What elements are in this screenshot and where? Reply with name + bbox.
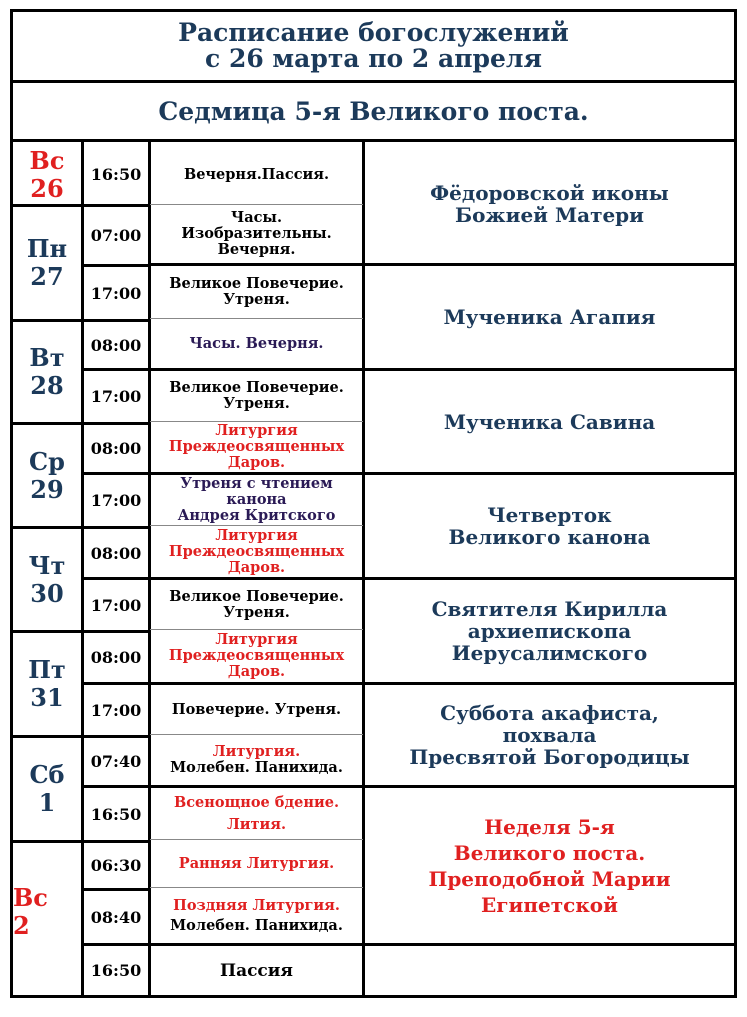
day-cell	[13, 633, 81, 735]
feast-line: Преподобной Марии	[428, 866, 671, 891]
day-abbr: Вт	[29, 343, 65, 372]
day-number: 1	[38, 788, 56, 817]
service-line: Изобразительны.	[181, 225, 332, 242]
service-time: 08:00	[90, 543, 142, 563]
feast-cell	[365, 685, 734, 785]
day-number: 29	[30, 474, 64, 504]
service-desc	[151, 205, 362, 263]
service-desc	[151, 946, 362, 995]
service-line: Преждеосвященных	[168, 542, 345, 560]
service-line: Повечерие. Утреня.	[171, 700, 342, 718]
day-cell	[13, 529, 81, 630]
day-abbr: Вс	[13, 883, 48, 912]
service-line: Литургия	[215, 526, 298, 544]
service-time: 08:00	[90, 439, 142, 458]
feast-cell	[365, 266, 734, 368]
service-desc	[151, 840, 362, 887]
feast-line: Четверток	[487, 503, 612, 527]
service-desc	[151, 788, 362, 839]
service-time: 08:00	[90, 648, 142, 667]
feast-line: Великого канона	[448, 525, 651, 549]
day-number: 28	[30, 371, 64, 400]
day-number: 2	[13, 911, 30, 940]
service-line: Лития.	[226, 815, 287, 833]
service-line: Часы. Вечерня.	[189, 334, 324, 352]
service-line: Молебен. Панихида.	[170, 916, 343, 934]
service-line: Вечерня.Пассия.	[183, 165, 330, 183]
day-cell	[13, 322, 81, 422]
day-cell	[13, 425, 81, 526]
service-line: Великое Повечерие.	[169, 379, 344, 396]
service-desc	[151, 422, 362, 472]
service-time: 17:00	[90, 700, 142, 720]
feast-line: Египетской	[481, 892, 618, 917]
feast-cell	[365, 371, 734, 472]
title-line-2: с 26 марта по 2 апреля	[205, 44, 542, 73]
service-time: 07:00	[90, 226, 142, 245]
week-title: Седмица 5-я Великого поста.	[10, 83, 737, 142]
service-desc	[151, 145, 362, 204]
service-line: Всенощное бдение.	[173, 793, 340, 811]
service-desc	[151, 685, 362, 734]
day-number: 27	[30, 262, 64, 291]
service-line: Утреня с чтением	[180, 475, 333, 492]
service-time: 17:00	[90, 387, 142, 406]
feast-line: Божией Матери	[454, 203, 644, 227]
feast-line: похвала	[502, 723, 597, 747]
service-line: Литургия.	[212, 743, 301, 760]
service-time: 06:30	[90, 856, 142, 875]
service-time: 16:50	[90, 165, 142, 184]
service-line: Утреня.	[223, 395, 290, 412]
feast-cell	[365, 580, 734, 682]
day-abbr: Пт	[28, 655, 66, 684]
service-line: Молебен. Панихида.	[170, 759, 343, 776]
service-time: 16:50	[90, 961, 142, 980]
day-cell	[13, 843, 81, 963]
service-time: 17:00	[90, 491, 142, 510]
day-abbr: Чт	[28, 550, 66, 580]
service-time: 08:40	[90, 907, 142, 927]
day-number: 26	[30, 173, 64, 203]
service-line: Даров.	[227, 454, 286, 471]
service-line: Литургия	[215, 631, 298, 648]
service-line: канона	[226, 491, 287, 508]
day-number: 31	[30, 683, 64, 712]
day-abbr: Вс	[29, 145, 65, 175]
service-line: Преждеосвященных	[168, 438, 345, 455]
feast-line: Пресвятой Богородицы	[409, 745, 690, 769]
feast-line: Мученика Агапия	[443, 305, 656, 329]
service-line: Даров.	[227, 558, 286, 576]
service-desc	[151, 526, 362, 577]
schedule-title	[10, 9, 737, 83]
title-line-1: Расписание богослужений	[178, 18, 569, 47]
feast-line: Мученика Савина	[443, 409, 656, 434]
service-line: Великое Повечерие.	[169, 587, 344, 605]
feast-line: Святителя Кирилла	[431, 597, 668, 621]
feast-cell	[365, 788, 734, 943]
service-desc	[151, 888, 362, 943]
service-desc	[151, 371, 362, 421]
day-cell	[13, 145, 81, 204]
day-cell	[13, 738, 81, 840]
feast-cell	[365, 475, 734, 577]
service-line: Преждеосвященных	[168, 647, 345, 664]
feast-line: Суббота акафиста,	[440, 701, 659, 725]
day-number: 30	[30, 578, 64, 608]
service-desc	[151, 630, 362, 682]
service-time: 17:00	[90, 283, 142, 303]
service-time: 16:50	[90, 804, 142, 824]
day-abbr: Сб	[29, 760, 65, 789]
day-abbr: Пн	[26, 234, 68, 263]
service-desc	[151, 475, 362, 525]
service-line: Литургия	[215, 422, 298, 439]
service-line: Пассия	[220, 960, 293, 981]
service-line: Утреня.	[223, 603, 290, 621]
service-time: 17:00	[90, 595, 142, 615]
feast-line: Фёдоровской иконы	[430, 181, 669, 205]
divider	[364, 943, 737, 946]
service-desc	[151, 266, 362, 318]
service-line: Великое Повечерие.	[169, 275, 344, 292]
day-abbr: Ср	[29, 446, 65, 476]
feast-line: Иерусалимского	[451, 641, 648, 665]
feast-cell	[365, 145, 734, 263]
service-time: 07:40	[90, 752, 142, 771]
service-desc	[151, 735, 362, 785]
service-line: Андрея Критского	[177, 507, 336, 524]
feast-line: архиепископа	[467, 619, 632, 643]
service-line: Утреня.	[223, 291, 290, 308]
feast-line: Великого поста.	[453, 840, 646, 865]
service-time: 08:00	[90, 335, 142, 355]
service-line: Поздняя Литургия.	[173, 896, 340, 914]
service-line: Вечерня.	[217, 241, 296, 258]
feast-line: Неделя 5-я	[484, 814, 615, 839]
day-cell	[13, 207, 81, 319]
service-line: Ранняя Литургия.	[178, 854, 335, 872]
service-line: Даров.	[227, 663, 286, 680]
service-desc	[151, 319, 362, 368]
service-line: Часы.	[230, 209, 283, 226]
service-desc	[151, 580, 362, 629]
